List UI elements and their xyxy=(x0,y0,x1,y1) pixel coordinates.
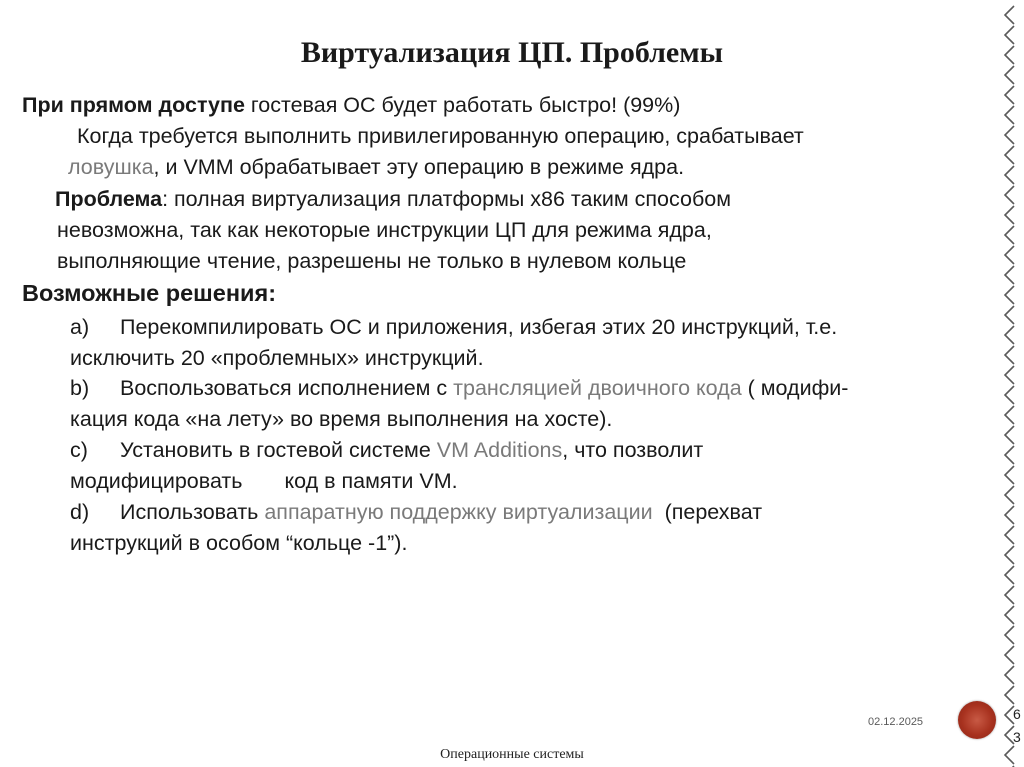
chevron-mark xyxy=(1005,466,1014,484)
chevron-mark xyxy=(1005,526,1014,544)
line-text: модифицировать xyxy=(70,469,243,493)
chevron-mark xyxy=(1005,146,1014,164)
line-text: Установить в гостевой системе xyxy=(120,438,437,462)
link-vm-additions[interactable]: VM Additions xyxy=(436,438,563,462)
chevron-mark xyxy=(1005,346,1014,364)
line-privileged-op xyxy=(77,121,804,152)
line-text: : полная виртуализация платформы х86 таким способом xyxy=(162,187,731,211)
line-text: исключить 20 «проблемных» инструкций. xyxy=(70,346,484,370)
line-problem xyxy=(55,184,731,215)
chevron-mark xyxy=(1005,86,1014,104)
chevron-mark xyxy=(1005,166,1014,184)
line-text: Когда требуется выполнить привилегированную операцию, срабатывает xyxy=(77,124,804,148)
solution-d-cont xyxy=(70,528,407,559)
chevron-mark xyxy=(1005,126,1014,144)
chevron-decoration xyxy=(984,0,1024,767)
chevron-mark xyxy=(1005,386,1014,404)
chevron-mark xyxy=(1005,26,1014,44)
solution-c-cont xyxy=(70,466,458,497)
chevron-mark xyxy=(1005,206,1014,224)
line-text: Воспользоваться исполнением с xyxy=(120,376,454,400)
solution-a xyxy=(70,312,837,343)
slide-title: Виртуализация ЦП. Проблемы xyxy=(300,36,724,69)
solutions-heading-text: Возможные решения: xyxy=(22,280,277,306)
chevron-mark xyxy=(1005,6,1014,24)
line-text: , и VMM обрабатывает эту операцию в режиме ядра. xyxy=(153,155,685,179)
chevron-mark xyxy=(1005,606,1014,624)
solutions-heading xyxy=(22,278,276,309)
line-text: гостевая ОС будет работать быстро! (99%) xyxy=(244,93,681,117)
solution-c xyxy=(70,435,703,466)
slide-date: 02.12.2025 xyxy=(868,716,924,728)
chevron-mark xyxy=(1005,306,1014,324)
line-text: , что позволит xyxy=(562,438,704,462)
list-marker: a) xyxy=(70,315,90,339)
link-trap[interactable]: ловушка xyxy=(68,155,154,179)
chevron-mark xyxy=(1005,326,1014,344)
chevron-mark xyxy=(1005,226,1014,244)
chevron-mark xyxy=(1005,586,1014,604)
solution-b-cont xyxy=(70,404,612,435)
chevron-mark xyxy=(1005,546,1014,564)
chevron-mark xyxy=(1005,106,1014,124)
chevron-mark xyxy=(1005,426,1014,444)
page-number: 6 3 xyxy=(1013,706,1021,745)
chevron-mark xyxy=(1005,506,1014,524)
line-text: (перехват xyxy=(652,500,763,524)
line-direct-access xyxy=(22,90,680,121)
line-text: инструкций в особом “кольце -1”). xyxy=(70,531,408,555)
list-marker: d) xyxy=(70,500,90,524)
chevron-mark xyxy=(1005,266,1014,284)
chevron-mark xyxy=(1005,486,1014,504)
chevron-mark xyxy=(1005,286,1014,304)
chevron-mark xyxy=(1005,246,1014,264)
bold-term: Проблема xyxy=(55,187,163,211)
chevron-mark xyxy=(1005,406,1014,424)
chevron-mark xyxy=(1005,646,1014,664)
list-marker: c) xyxy=(70,438,88,462)
chevron-mark xyxy=(1005,366,1014,384)
solution-a-cont xyxy=(70,343,484,374)
footer-course-title: Операционные системы xyxy=(440,747,584,762)
link-hardware-virtualization[interactable]: аппаратную поддержку виртуализации xyxy=(264,500,653,524)
chevron-mark xyxy=(1005,446,1014,464)
list-marker: b) xyxy=(70,376,90,400)
chevron-mark xyxy=(1005,66,1014,84)
page-badge xyxy=(958,701,996,739)
chevron-mark xyxy=(1005,46,1014,64)
chevron-mark xyxy=(1005,566,1014,584)
solution-d xyxy=(70,497,762,528)
line-text: код в памяти VM. xyxy=(284,469,458,493)
link-binary-translation[interactable]: трансляцией двоичного кода xyxy=(453,376,742,400)
line-trap xyxy=(68,152,684,183)
line-text: невозможна, так как некоторые инструкции ЦП для режима ядра, xyxy=(57,218,712,242)
line-text: Использовать xyxy=(120,500,265,524)
chevron-mark xyxy=(1005,186,1014,204)
line-text: ( модифи- xyxy=(741,376,849,400)
line-text: Перекомпилировать ОС и приложения, избегая этих 20 инструкций, т.е. xyxy=(120,315,838,339)
bold-term: При прямом доступе xyxy=(22,93,245,117)
solution-b xyxy=(70,373,848,404)
line-text: выполняющие чтение, разрешены не только в нулевом кольце xyxy=(57,249,687,273)
line-ring-zero xyxy=(57,246,686,277)
chevron-mark xyxy=(1005,666,1014,684)
chevron-mark xyxy=(1005,686,1014,704)
chevron-mark xyxy=(1005,626,1014,644)
line-text: кация кода «на лету» во время выполнения на хосте). xyxy=(70,407,613,431)
line-impossible xyxy=(57,215,712,246)
